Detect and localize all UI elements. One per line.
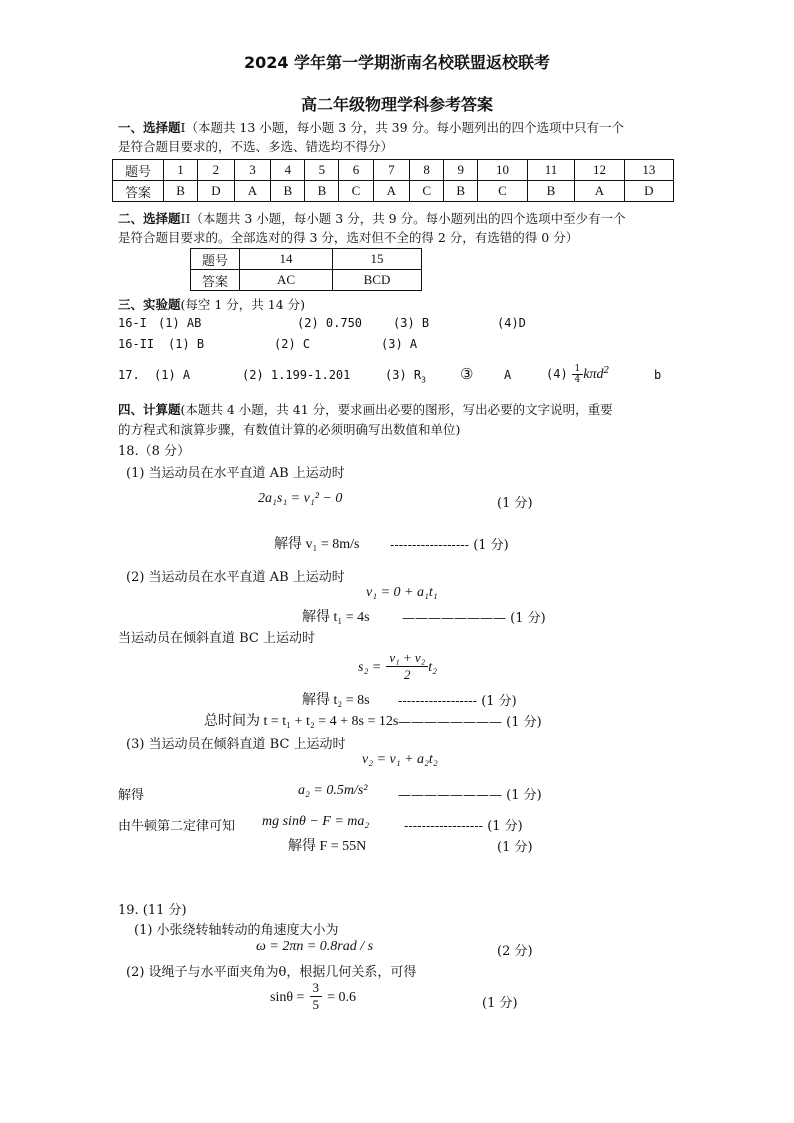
q18-equation-1: 2a₁s₁ = v₁² − 0 — [258, 491, 343, 506]
q16-1-answer-4: (4)D — [497, 316, 526, 330]
q17-label: 17. — [118, 368, 140, 382]
section1-answer-table — [112, 159, 674, 202]
table-row — [191, 249, 422, 270]
q18-result-3-score: ------------------ (1 分) — [398, 694, 517, 709]
section1-note-line2: 是符合题目要求的，不选、多选、错选均不得分） — [118, 139, 394, 154]
q17-expression: kπd — [583, 367, 604, 382]
table-cell: C — [410, 181, 444, 202]
table-cell: 15 — [333, 249, 422, 270]
fraction-numerator: v₁ + v₂ — [386, 650, 428, 667]
equation-right: t₂ — [428, 660, 437, 675]
section3-heading: 三、实验题 — [118, 297, 181, 312]
table-cell: B — [444, 181, 478, 202]
q16-1-answer-3: (3) B — [393, 316, 430, 330]
q19-equation-1: ω = 2πn = 0.8rad / s — [256, 939, 374, 954]
fraction-numerator: 1 — [572, 364, 584, 375]
q18-result-1-score: ------------------ (1 分) — [390, 538, 509, 553]
q16-1-answer-2: (2) 0.750 — [297, 316, 363, 330]
q17-fraction — [572, 364, 584, 385]
section2-header — [118, 209, 626, 227]
q17-answer-2: (2) 1.199-1.201 — [242, 368, 351, 382]
row-label-number: 题号 — [113, 160, 164, 181]
q17-answer-1: (1) A — [154, 368, 191, 382]
section1-heading: 一、选择题 — [118, 120, 181, 135]
table-cell: 12 — [575, 160, 624, 181]
table-cell: 14 — [240, 249, 333, 270]
section2-note-line2: 是符合题目要求的。全部选对的得 3 分，选对但不全的得 2 分，有选错的得 0 分） — [118, 230, 579, 245]
section2-note-line1: II（本题共 3 小题，每小题 3 分，共 9 分。每小题列出的四个选项中至少有一个 — [180, 211, 626, 226]
table-cell: C — [478, 181, 527, 202]
q18-part3-text: (3) 当运动员在倾斜直道 BC 上运动时 — [126, 737, 346, 752]
row-label-number: 题号 — [191, 249, 240, 270]
q18-part1-text: (1) 当运动员在水平直道 AB 上运动时 — [126, 466, 345, 481]
table-cell: 3 — [234, 160, 271, 181]
q18-newton-score: ------------------ (1 分) — [404, 819, 523, 834]
section4-header — [118, 400, 613, 418]
table-cell: B — [305, 181, 339, 202]
q18-equation-3 — [358, 650, 437, 683]
table-cell: 6 — [339, 160, 373, 181]
q16-2-answer-2: (2) C — [274, 337, 311, 351]
q16-1-label: 16-I — [118, 316, 147, 330]
equation-left: s₂ = — [358, 660, 382, 675]
q19-label: 19. (11 分) — [118, 903, 187, 918]
q17-answer-3 — [385, 368, 426, 384]
table-cell: D — [198, 181, 235, 202]
q19-part2-text: (2) 设绳子与水平面夹角为θ，根据几何关系，可得 — [126, 965, 417, 980]
table-cell: BCD — [333, 270, 422, 291]
q18-part2b-text: 当运动员在倾斜直道 BC 上运动时 — [118, 631, 316, 646]
equation-fraction — [310, 980, 323, 1013]
table-cell: B — [164, 181, 198, 202]
section1-header — [118, 118, 624, 136]
table-cell: 7 — [373, 160, 410, 181]
q18-result-6: 解得 F = 55N — [288, 839, 367, 854]
q17-circle-3: ③ — [460, 365, 474, 383]
table-row — [113, 160, 674, 181]
q17-answer-5: b — [654, 368, 662, 382]
q18-result-6-score: (1 分) — [497, 840, 533, 855]
table-row — [113, 181, 674, 202]
table-cell: D — [624, 181, 673, 202]
equation-left: sinθ = — [270, 990, 305, 1005]
table-cell: A — [234, 181, 271, 202]
q17-answer-3-option: A — [504, 368, 512, 382]
q19-equation-1-score: (2 分) — [497, 944, 533, 959]
q17-answer-4 — [546, 364, 609, 385]
section4-note-line1: (本题共 4 小题，共 41 分，要求画出必要的图形，写出必要的文字说明，重要 — [180, 402, 613, 417]
q17-answer-3-text: (3) R — [385, 368, 422, 382]
q18-result-5: a₂ = 0.5m/s² — [298, 783, 368, 798]
q18-result-4-score: ———————— (1 分) — [398, 715, 542, 730]
q18-label: 18.（8 分） — [118, 444, 191, 459]
fraction-denominator: 2 — [404, 667, 411, 682]
q16-2-answer-3: (3) A — [381, 337, 418, 351]
q18-result-5-label: 解得 — [118, 788, 145, 803]
section1-note-line1: I（本题共 13 小题，每小题 3 分，共 39 分。每小题列出的四个选项中只有一个 — [180, 120, 625, 135]
document-title: 2024 学年第一学期浙南名校联盟返校联考 — [243, 53, 551, 72]
q18-equation-4: v₂ = v₁ + a₂t₂ — [362, 752, 438, 767]
table-cell: B — [271, 181, 305, 202]
table-cell: 10 — [478, 160, 527, 181]
q18-result-2: 解得 t₁ = 4s — [302, 610, 370, 625]
section3-note: (每空 1 分，共 14 分) — [180, 297, 306, 312]
q16-2-label: 16-II — [118, 337, 155, 351]
q18-newton-label: 由牛顿第二定律可知 — [118, 819, 236, 834]
table-cell: 13 — [624, 160, 673, 181]
q18-equation-2: v₁ = 0 + a₁t₁ — [366, 585, 438, 600]
row-label-answer: 答案 — [191, 270, 240, 291]
table-cell: 11 — [527, 160, 575, 181]
table-cell: B — [527, 181, 575, 202]
q19-part1-text: (1) 小张绕转轴转动的角速度大小为 — [134, 923, 339, 938]
q18-equation-1-score: (1 分) — [497, 496, 533, 511]
section3-header — [118, 295, 305, 313]
row-label-answer: 答案 — [113, 181, 164, 202]
table-cell: 5 — [305, 160, 339, 181]
fraction-denominator: 4 — [574, 375, 581, 385]
equation-right: = 0.6 — [327, 990, 357, 1005]
document-subtitle: 高二年级物理学科参考答案 — [300, 95, 493, 114]
q18-result-3: 解得 t₂ = 8s — [302, 693, 370, 708]
table-cell: 8 — [410, 160, 444, 181]
fraction-denominator: 5 — [312, 997, 320, 1012]
q18-part2-text: (2) 当运动员在水平直道 AB 上运动时 — [126, 570, 345, 585]
q18-result-2-score: ———————— (1 分) — [402, 611, 546, 626]
q18-result-4: 总时间为 t = t₁ + t₂ = 4 + 8s = 12s — [204, 714, 399, 729]
q17-answer-3-sub: 3 — [421, 375, 426, 385]
q17-answer-4-label: (4) — [546, 367, 568, 381]
equation-fraction — [386, 650, 428, 683]
table-row — [191, 270, 422, 291]
q18-newton-equation: mg sinθ − F = ma₂ — [262, 814, 370, 829]
q17-exponent: 2 — [603, 366, 610, 376]
section2-heading: 二、选择题 — [118, 211, 181, 226]
table-cell: A — [575, 181, 624, 202]
table-cell: 9 — [444, 160, 478, 181]
section2-answer-table — [190, 248, 422, 291]
table-cell: 2 — [198, 160, 235, 181]
q16-2-answer-1: (1) B — [168, 337, 205, 351]
q18-result-1: 解得 v₁ = 8m/s — [274, 537, 360, 552]
table-cell: C — [339, 181, 373, 202]
table-cell: 4 — [271, 160, 305, 181]
q18-result-5-score: ———————— (1 分) — [398, 788, 542, 803]
section4-heading: 四、计算题 — [118, 402, 181, 417]
q19-equation-2 — [270, 980, 356, 1013]
table-cell: 1 — [164, 160, 198, 181]
fraction-numerator: 3 — [310, 980, 323, 997]
q19-equation-2-score: (1 分) — [482, 996, 518, 1011]
section4-note-line2: 的方程式和演算步骤，有数值计算的必须明确写出数值和单位) — [118, 422, 461, 437]
table-cell: AC — [240, 270, 333, 291]
q16-1-answer-1: (1) AB — [158, 316, 202, 330]
table-cell: A — [373, 181, 410, 202]
